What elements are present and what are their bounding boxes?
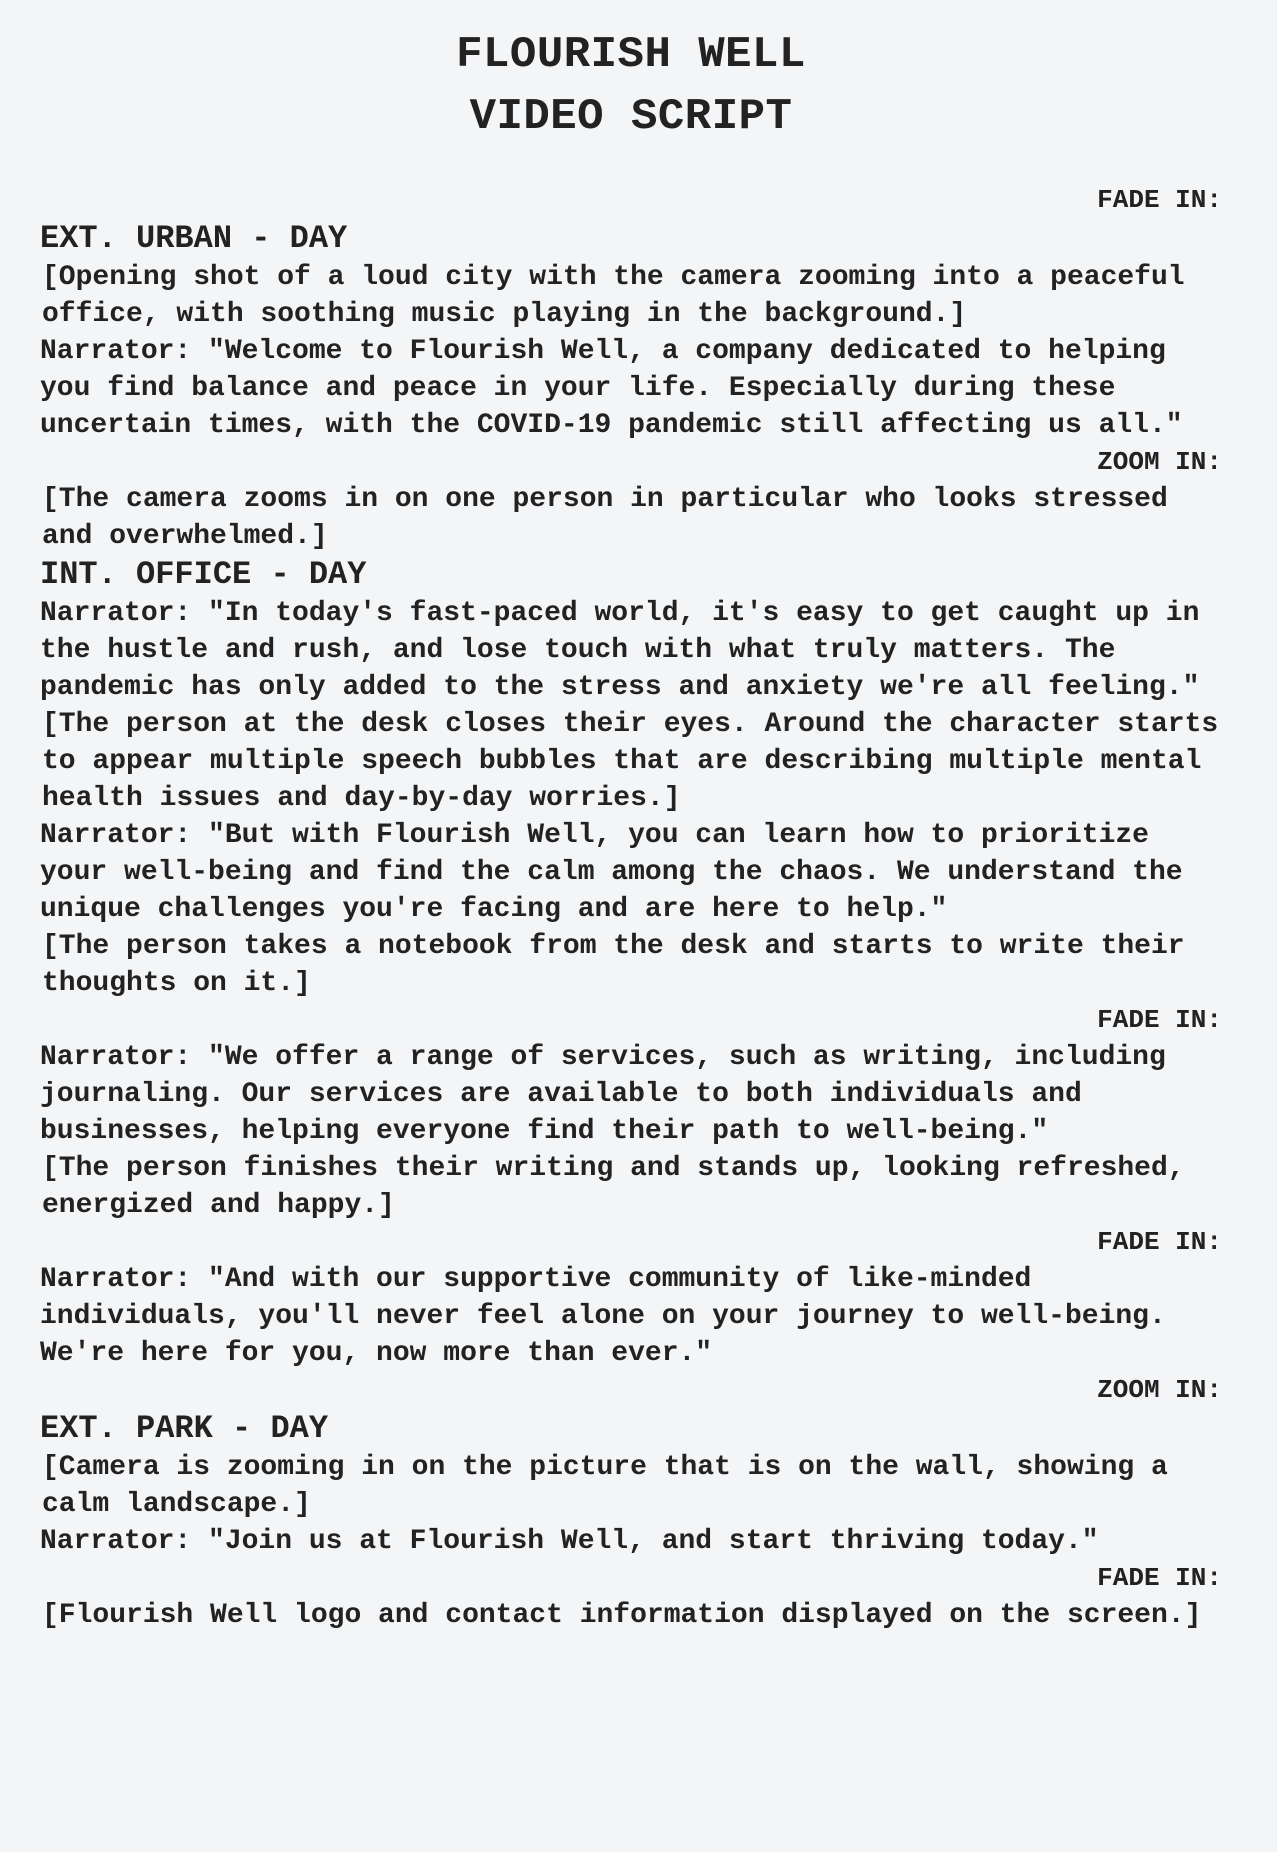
narrator-dialogue: Narrator: "And with our supportive community of like-minded individuals, you'll never feel alone on your journey to well-being. We're here for you, now more than ever." (40, 1264, 1166, 1369)
title-line-1: FLOURISH WELL (456, 30, 806, 80)
scene-heading: INT. OFFICE - DAY (40, 556, 367, 593)
action-line: [The person at the desk closes their eyes. Around the character starts to appear multiple speech bubbles that are describing multiple mental health issues and day-by-day worries.] (42, 709, 1219, 814)
transition-cue: ZOOM IN: (1097, 447, 1222, 477)
scene-heading: EXT. PARK - DAY (40, 1410, 329, 1447)
transition-cue: FADE IN: (1097, 1227, 1222, 1257)
action-line: [The person takes a notebook from the desk and starts to write their thoughts on it.] (42, 931, 1185, 999)
document-title (40, 24, 1222, 148)
transition-cue: ZOOM IN: (1097, 1375, 1222, 1405)
action-line: [Camera is zooming in on the picture that is on the wall, showing a calm landscape.] (42, 1452, 1168, 1520)
script-body (40, 182, 1222, 1634)
narrator-dialogue: Narrator: "But with Flourish Well, you can learn how to prioritize your well-being and find the calm among the chaos. We understand the unique challenges you're facing and are here to help." (40, 820, 1183, 925)
scene-heading: EXT. URBAN - DAY (40, 220, 348, 257)
narrator-dialogue: Narrator: "Join us at Flourish Well, and start thriving today." (40, 1526, 1099, 1557)
transition-cue: FADE IN: (1097, 1005, 1222, 1035)
transition-cue: FADE IN: (1097, 185, 1222, 215)
action-line: [The camera zooms in on one person in particular who looks stressed and overwhelmed.] (42, 484, 1168, 552)
action-line: [Opening shot of a loud city with the camera zooming into a peaceful office, with soothing music playing in the background.] (42, 262, 1185, 330)
narrator-dialogue: Narrator: "We offer a range of services, such as writing, including journaling. Our services are available to both individuals and businesses, helping everyone find their path to well-being." (40, 1042, 1166, 1147)
action-line: [Flourish Well logo and contact information displayed on the screen.] (42, 1600, 1202, 1631)
title-line-2: VIDEO SCRIPT (469, 92, 793, 142)
action-line: [The person finishes their writing and stands up, looking refreshed, energized and happy.] (42, 1153, 1185, 1221)
script-document (40, 24, 1222, 1634)
transition-cue: FADE IN: (1097, 1563, 1222, 1593)
narrator-dialogue: Narrator: "In today's fast-paced world, it's easy to get caught up in the hustle and rush, and lose touch with what truly matters. The pandemic has only added to the stress and anxiety we're all feeling." (40, 598, 1200, 703)
narrator-dialogue: Narrator: "Welcome to Flourish Well, a company dedicated to helping you find balance and peace in your life. Especially during these uncertain times, with the COVID-19 pandemic still affecting us all." (40, 336, 1183, 441)
